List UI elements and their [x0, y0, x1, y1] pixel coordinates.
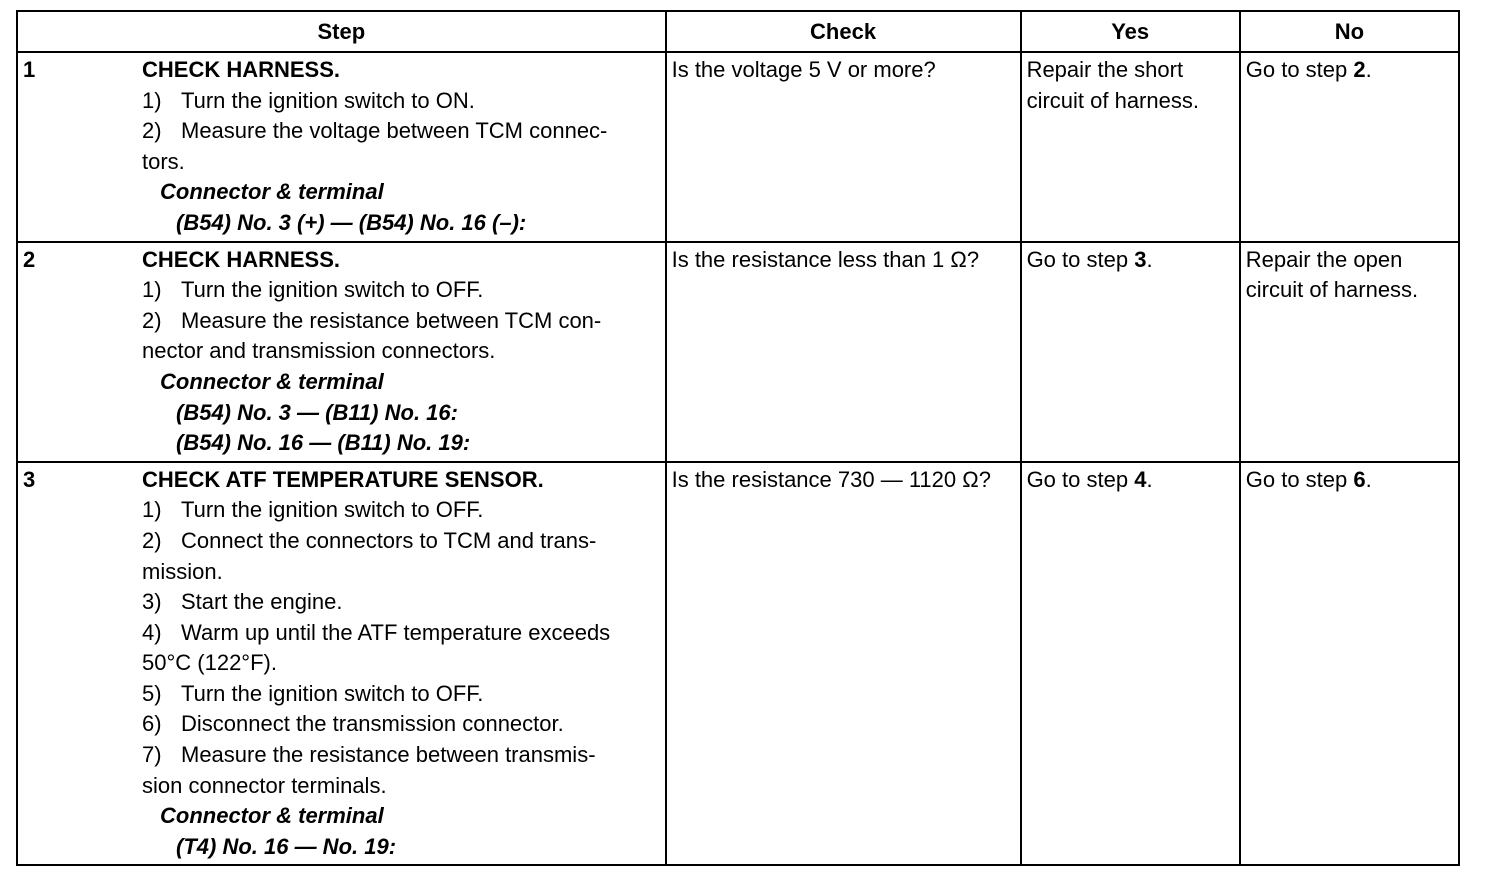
- no-cell: Go to step 2.: [1240, 52, 1459, 242]
- no-cell: Repair the open circuit of harness.: [1240, 242, 1459, 462]
- connector-heading: Connector & terminal: [160, 179, 384, 205]
- step-instruction: 1) Turn the ignition switch to ON.: [142, 87, 475, 113]
- table-row: [17, 52, 1459, 242]
- step-cell: [17, 462, 666, 866]
- step-instruction: 6) Disconnect the transmission connector.: [142, 711, 564, 737]
- no-cell: Go to step 6.: [1240, 462, 1459, 866]
- step-body: [142, 245, 659, 459]
- step-body: [142, 55, 659, 239]
- step-title: CHECK HARNESS.: [142, 57, 341, 82]
- check-cell: Is the resistance 730 — 1120 Ω?: [666, 462, 1021, 866]
- header-step: Step: [17, 11, 666, 52]
- yes-cell: Go to step 3.: [1021, 242, 1240, 462]
- header-no: No: [1240, 11, 1459, 52]
- connector-heading: Connector & terminal: [160, 803, 384, 829]
- yes-cell: Go to step 4.: [1021, 462, 1240, 866]
- header-row: [17, 11, 1459, 52]
- step-ref: 3: [1134, 246, 1147, 272]
- step-instruction-cont: 50°C (122°F).: [142, 650, 277, 676]
- header-yes: Yes: [1021, 11, 1240, 52]
- diagnostic-table: [16, 10, 1460, 866]
- step-instruction: 1) Turn the ignition switch to OFF.: [142, 277, 484, 303]
- connector-heading: Connector & terminal: [160, 368, 384, 394]
- header-check: Check: [666, 11, 1021, 52]
- step-number: 3: [23, 466, 36, 492]
- connector-value: (B54) No. 16 — (B11) No. 19:: [176, 430, 471, 456]
- step-instruction: 2) Measure the resistance between TCM con-: [142, 307, 602, 333]
- check-cell: Is the voltage 5 V or more?: [666, 52, 1021, 242]
- step-title: CHECK ATF TEMPERATURE SENSOR.: [142, 466, 544, 492]
- step-number: 2: [23, 246, 36, 272]
- step-instruction-cont: nector and transmission connectors.: [142, 338, 496, 364]
- step-instruction-cont: mission.: [142, 558, 223, 584]
- step-ref: 4: [1134, 466, 1147, 492]
- step-instruction: 5) Turn the ignition switch to OFF.: [142, 680, 484, 706]
- step-instruction: 2) Connect the connectors to TCM and trans-: [142, 527, 597, 553]
- step-instruction: 7) Measure the resistance between transmis-: [142, 742, 596, 768]
- table-row: [17, 242, 1459, 462]
- step-cell: [17, 242, 666, 462]
- step-number: 1: [23, 57, 36, 82]
- connector-value: (T4) No. 16 — No. 19:: [176, 833, 397, 859]
- step-cell: [17, 52, 666, 242]
- connector-value: (B54) No. 3 (+) — (B54) No. 16 (–):: [176, 209, 527, 235]
- yes-cell: Repair the short circuit of harness.: [1021, 52, 1240, 242]
- step-instruction-cont: sion connector terminals.: [142, 772, 387, 798]
- step-instruction: 1) Turn the ignition switch to OFF.: [142, 497, 484, 523]
- connector-value: (B54) No. 3 — (B11) No. 16:: [176, 399, 458, 425]
- step-ref: 6: [1353, 466, 1366, 492]
- step-title: CHECK HARNESS.: [142, 246, 341, 272]
- step-instruction-cont: tors.: [142, 148, 185, 174]
- step-instruction: 2) Measure the voltage between TCM connec-: [142, 118, 608, 144]
- step-body: [142, 465, 659, 863]
- step-instruction: 3) Start the engine.: [142, 589, 343, 615]
- step-instruction: 4) Warm up until the ATF temperature exceeds: [142, 619, 611, 645]
- table-row: [17, 462, 1459, 866]
- check-cell: Is the resistance less than 1 Ω?: [666, 242, 1021, 462]
- step-ref: 2: [1353, 57, 1366, 82]
